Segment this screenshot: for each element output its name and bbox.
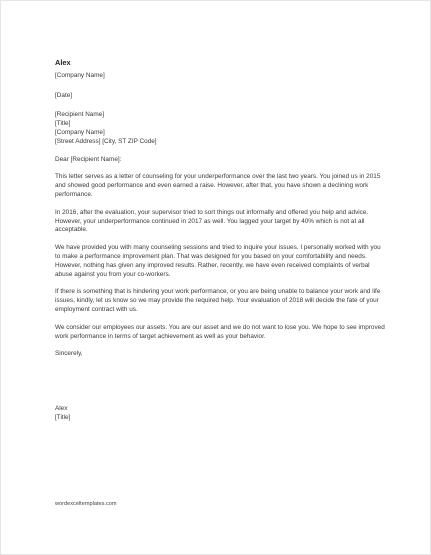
salutation: Dear [Recipient Name]: — [55, 155, 122, 163]
recipient-title: [Title] — [55, 120, 71, 128]
body-paragraph-5: We consider our employees our assets. You are our asset and we do not want to lose you. We hope to see improved work performance in terms of target achievement as well as your behavior. — [55, 323, 385, 340]
footer-watermark: wordexceltemplates.com — [55, 501, 117, 507]
recipient-address: [Street Address] [City, ST ZIP Code] — [55, 137, 157, 145]
recipient-company: [Company Name] — [55, 128, 105, 136]
letter-body — [55, 59, 385, 423]
body-paragraph-1: This letter serves as a letter of counseling for your underperformance over the last two years. You joined us in 2015 and showed good performance and even earned a raise. However, after that, you have shown a declining work performance. — [55, 173, 381, 198]
signature-title: [Title] — [55, 413, 71, 421]
sender-name: Alex — [55, 58, 71, 67]
body-paragraph-3: We have provided you with many counseling sessions and tried to inquire your issues. I personally worked with you to make a performance improvement plan. That was designed for you based on your comfortability and needs. However, nothing has given any improved results. Rather, recently, we have even received complaints of verbal abuse against you from your co-workers. — [55, 244, 381, 278]
body-paragraph-4: If there is something that is hindering your work performance, or you are being unable to balance your work and life issues, kindly, let us know so we may provide the required help. Your evaluation of 2018 will decide the fate of your employment contract with us. — [55, 288, 381, 313]
closing: Sincerely, — [55, 350, 83, 358]
letter-date: [Date] — [55, 91, 73, 99]
recipient-name: [Recipient Name] — [55, 111, 105, 119]
body-paragraph-2: In 2016, after the evaluation, your supervisor tried to sort things out informally and offered you help and advice. However, your underperformance continued in 2017 as well. You lagged your target by 40% which is not at all acceptable. — [55, 208, 369, 234]
sender-company: [Company Name] — [55, 71, 105, 79]
signature-name: Alex — [55, 405, 68, 413]
